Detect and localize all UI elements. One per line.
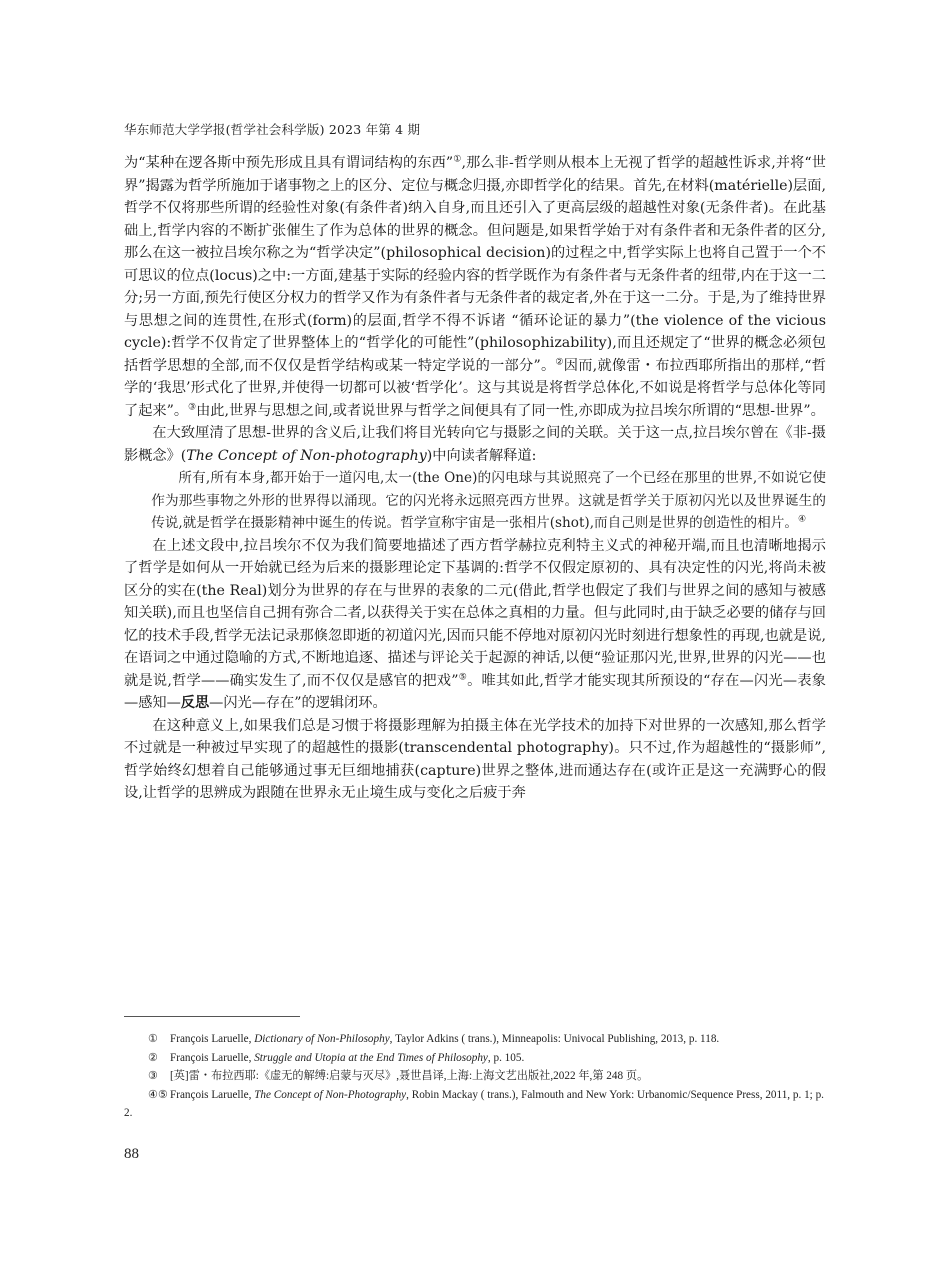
footnote-mark: ②	[148, 1051, 159, 1064]
footnote-mark: ①	[148, 1033, 159, 1045]
paragraph-2: 在大致厘清了思想-世界的含义后,让我们将目光转向它与摄影之间的关联。关于这一点,拉吕埃尔曾在《非-摄影概念》(The Concept of Non-photography)中向读者解释道:	[124, 425, 826, 464]
footnote-divider	[124, 1016, 300, 1017]
paragraph-4: 在这种意义上,如果我们总是习惯于将摄影理解为拍摄主体在光学技术的加持下对世界的一次感知,那么哲学不过就是一种被过早实现了的超越性的摄影(transcendental photography)。只不过,作为超越性的“摄影师”,哲学始终幻想着自己能够通过事无巨细地捕获(capture)世界之整体,进而通达存在(或许正是这一充满野心的假设,让哲学的思辨成为跟随在世界永无止境生成与变化之后疲于奔	[124, 717, 826, 801]
block-quote: 所有,所有本身,都开始于一道闪电,太一(the One)的闪电球与其说照亮了一个已经在那里的世界,不如说它使作为那些事物之外形的世界得以涌现。它的闪光将永远照亮西方世界。这就是哲学关于原初闪光以及世界诞生的传说,就是哲学在摄影精神中诞生的传说。哲学宣称宇宙是一张相片(shot),而自己则是世界的创造性的相片。④	[151, 470, 826, 531]
paragraph-1: 为“某种在逻各斯中预先形成且具有谓词结构的东西”①,那么非-哲学则从根本上无视了哲学的超越性诉求,并将“世界”揭露为哲学所施加于诸事物之上的区分、定位与概念归摄,亦即哲学化的结果。首先,在材料(matérielle)层面,哲学不仅将那些所谓的经验性对象(有条件者)纳入自身,而且还引入了更高层级的超越性对象(无条件者)。在此基础上,哲学内容的不断扩张催生了作为总体的世界的概念。但问题是,如果哲学始于对有条件者和无条件者的区分,那么在这一被拉吕埃尔称之为“哲学决定”(philosophical decision)的过程之中,哲学实际上也将自己置于一个不可思议的位点(locus)之中:一方面,建基于实际的经验内容的哲学既作为有条件者与无条件者的纽带,内在于这一二分;另一方面,预先行使区分权力的哲学又作为有条件者与无条件者的裁定者,外在于这一二分。于是,为了维持世界与思想之间的连贯性,在形式(form)的层面,哲学不得不诉诸 “循环论证的暴力”(the violence of the vicious cycle):哲学不仅肯定了世界整体上的“哲学化的可能性”(philosophizability),而且还规定了“世界的概念必须包括哲学思想的全部,而不仅仅是哲学结构或某一特定学说的一部分”。②因而,就像雷・布拉西耶所指出的那样,“哲学的‘我思’形式化了世界,并使得一切都可以被‘哲学化’。这与其说是将哲学总体化,不如说是将哲学与总体化等同了起来”。③由此,世界与思想之间,或者说世界与哲学之间便具有了同一性,亦即成为拉吕埃尔所谓的“思想-世界”。	[124, 154, 826, 419]
bold-term: 反思	[180, 695, 210, 711]
footnote-mark: ③	[148, 1070, 159, 1082]
paragraph-3: 在上述文段中,拉吕埃尔不仅为我们简要地描述了西方哲学赫拉克利特主义式的神秘开端,而且也清晰地揭示了哲学是如何从一开始就已经为后来的摄影理论定下基调的:哲学不仅假定原初的、具有决定性的闪光,将尚未被区分的实在(the Real)划分为世界的存在与世界的表象的二元(借此,哲学也假定了我们与世界之间的感知与被感知关联),而且也坚信自己拥有弥合二者,以获得关于实在总体之真相的力量。但与此同时,由于缺乏必要的储存与回忆的技术手段,哲学无法记录那倏忽即逝的初道闪光,因而只能不停地对原初闪光时刻进行想象性的再现,也就是说,在语词之中通过隐喻的方式,不断地追逐、描述与评论关于起源的神话,以便“验证那闪光,世界,世界的闪光——也就是说,哲学——确实发生了,而不仅仅是感官的把戏”⑤。唯其如此,哲学才能实现其所预设的“存在—闪光—表象—感知—反思—闪光—存在”的逻辑闭环。	[124, 537, 826, 711]
footnote-mark: ④⑤	[148, 1088, 169, 1101]
footnote: ③ [英]雷・布拉西耶:《虚无的解缚:启蒙与灭尽》,聂世昌译,上海:上海文艺出版社,2022 年,第 248 页。	[124, 1067, 826, 1086]
article-body	[124, 152, 826, 805]
footnote-ref[interactable]: ③	[188, 401, 197, 412]
page-number: 88	[124, 1146, 139, 1162]
footnote: ① François Laruelle, Dictionary of Non-Philosophy, Taylor Adkins ( trans.), Minneapolis: Univocal Publishing, 2013, p. 118.	[124, 1030, 826, 1049]
footnote-ref[interactable]: ④	[797, 514, 807, 525]
footnote: ② François Laruelle, Struggle and Utopia at the End Times of Philosophy, p. 105.	[124, 1049, 826, 1068]
footnotes	[124, 1030, 826, 1123]
footnote-ref[interactable]: ②	[555, 356, 564, 367]
footnote-ref[interactable]: ⑤	[458, 671, 468, 682]
footnote: ④⑤ François Laruelle, The Concept of Non-Photography, Robin Mackay ( trans.), Falmouth and New York: Urbanomic/Sequence Press, 2011, p. 1; p. 2.	[124, 1086, 826, 1123]
running-header: 华东师范大学学报(哲学社会科学版) 2023 年第 4 期	[124, 122, 421, 137]
book-title: The Concept of Non-photography	[186, 447, 427, 464]
footnote-ref[interactable]: ①	[453, 154, 462, 165]
